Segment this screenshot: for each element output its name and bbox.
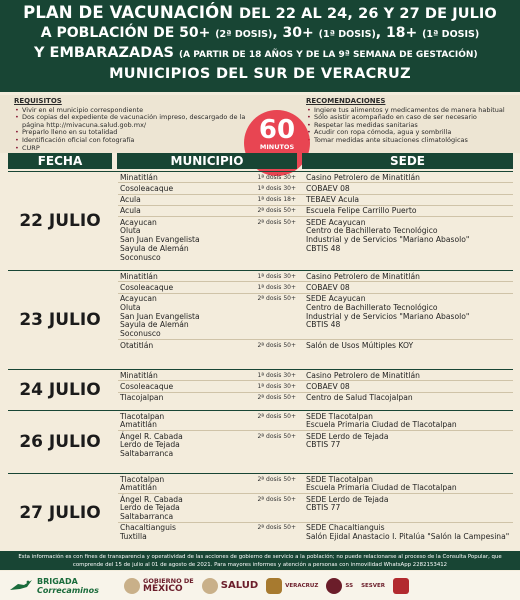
dose-cell: 1ª dosis 30+ xyxy=(257,371,296,379)
title-line-3 xyxy=(0,44,520,65)
sede-cell: SEDE Acayucan Centro de Bachillerato Tecnológico Industrial y de Servicios "Mariano Abasolo" CBTIS 48 xyxy=(306,217,470,254)
table-row xyxy=(118,431,513,459)
date-rows xyxy=(118,271,513,350)
dose-cell: 2ª dosis 50+ xyxy=(257,218,296,226)
table-row xyxy=(118,183,513,194)
municipio-cell: Minatitlán xyxy=(120,271,158,281)
dose-cell: 1ª dosis 30+ xyxy=(257,184,296,192)
sede-cell: SEDE Lerdo de Tejada CBTIS 77 xyxy=(306,431,389,450)
municipio-cell: Minatitlán xyxy=(120,172,158,182)
recommendations-title: RECOMENDACIONES xyxy=(306,97,386,105)
sede-cell: Casino Petrolero de Minatitlán xyxy=(306,370,420,380)
table-row xyxy=(118,195,513,206)
sede-cell: Salón de Usos Múltiples KOY xyxy=(306,340,414,350)
mexico-text: MÉXICO xyxy=(143,583,183,594)
table-row xyxy=(118,494,513,523)
date-block xyxy=(8,473,513,551)
municipio-cell: Tlacotalpan Amatitlán xyxy=(120,411,165,430)
municipio-cell: Cosoleacaque xyxy=(120,381,174,391)
table-row xyxy=(118,411,513,431)
date-rows xyxy=(118,370,513,403)
ss-text: SS xyxy=(345,582,354,589)
table-row xyxy=(118,523,513,542)
date-block xyxy=(8,270,513,369)
brigada-logo xyxy=(8,577,116,595)
date-block xyxy=(8,369,513,410)
municipio-cell: Chacaltianguis Tuxtilla xyxy=(120,523,176,542)
dose-cell: 2ª dosis 50+ xyxy=(257,524,296,532)
dose-cell: 2ª dosis 50+ xyxy=(257,432,296,440)
date-rows xyxy=(118,474,513,542)
salud-text: SALUD xyxy=(220,580,259,591)
date-label: 23 JULIO xyxy=(19,310,101,330)
sede-cell: Casino Petrolero de Minatitlán xyxy=(306,172,420,182)
requirements-list xyxy=(14,107,264,153)
sesver-logo xyxy=(361,583,385,589)
watermark-text: MINUTOS xyxy=(259,143,295,151)
veracruz-shield-logo xyxy=(266,578,318,594)
header-fecha: FECHA xyxy=(8,153,112,169)
date-label: 26 JULIO xyxy=(19,432,101,452)
dose-cell: 2ª dosis 50+ xyxy=(257,341,296,349)
date-label: 27 JULIO xyxy=(19,502,101,523)
veracruz-logo xyxy=(393,578,412,594)
population-18-dose: (1ª DOSIS) xyxy=(422,29,480,40)
header-sede: SEDE xyxy=(302,153,513,169)
municipio-cell: Acayucan Oluta San Juan Evangelista Sayula de Alemán Soconusco xyxy=(120,294,200,339)
municipio-cell: Minatitlán xyxy=(120,370,158,380)
salud-logo xyxy=(202,578,258,594)
municipio-cell: Cosoleacaque xyxy=(120,282,174,292)
eagle-icon xyxy=(124,578,140,594)
sede-cell: SEDE Lerdo de Tejada CBTIS 77 xyxy=(306,494,389,513)
ss-logo xyxy=(326,578,353,594)
list-item: • Respetar las medidas sanitarias xyxy=(306,122,516,130)
list-item: • Ingiere tus alimentos y medicamentos de manera habitual xyxy=(306,107,516,115)
list-item: • Dos copias del expediente de vacunación impreso, descargado de la página http://mivacuna.salud.gob.mx/ xyxy=(14,114,264,129)
recommendations-column xyxy=(306,98,516,145)
dose-cell: 2ª dosis 50+ xyxy=(257,412,296,420)
sede-cell: Casino Petrolero de Minatitlán xyxy=(306,271,420,281)
header-municipio: MUNICIPIO xyxy=(117,153,297,169)
population-30-dose: (1ª DOSIS) xyxy=(318,29,376,40)
brigada-text: BRIGADA xyxy=(37,576,78,586)
sede-cell: SEDE Tlacotalpan Escuela Primaria Ciudad de Tlacotalpan xyxy=(306,474,457,493)
pregnant-condition: (A PARTIR DE 18 AÑOS Y DE LA 9ª SEMANA DE GESTACIÓN) xyxy=(179,50,478,60)
municipio-cell: Tlacotalpan Amatitlán xyxy=(120,474,165,493)
roadrunner-icon xyxy=(8,578,34,594)
sede-cell: COBAEV 08 xyxy=(306,381,350,391)
sede-cell: COBAEV 08 xyxy=(306,183,350,193)
disclaimer-text: Esta información es con fines de transparencia y operatividad de las acciones de gobierno de servicio a la población; no puede relacionarse al proceso de la Consulta Popular, que comprende del 15 de julio al 01 de agosto de 2021. Para mayores informes y atención a personas con inmovilidad WhatsApp 2282153412 xyxy=(0,551,520,570)
title-main: PLAN DE VACUNACIÓN xyxy=(23,3,234,22)
pregnant-label: Y EMBARAZADAS xyxy=(34,45,174,61)
requirements-title: REQUISITOS xyxy=(14,97,62,105)
sede-cell: COBAEV 08 xyxy=(306,282,350,292)
logos-bar xyxy=(0,571,520,600)
header-banner xyxy=(0,0,520,92)
requirements-column xyxy=(14,98,264,152)
population-30: , 30+ xyxy=(272,25,314,41)
sede-cell: Escuela Felipe Carrillo Puerto xyxy=(306,206,417,216)
list-item: • Sólo asistir acompañado en caso de ser necesario xyxy=(306,114,516,122)
date-rows xyxy=(118,411,513,459)
dose-cell: 1ª dosis 18+ xyxy=(257,196,296,204)
veracruz-icon xyxy=(393,578,409,594)
municipio-cell: Acula xyxy=(120,195,141,205)
date-block xyxy=(8,410,513,473)
sede-cell: SEDE Tlacotalpan Escuela Primaria Ciudad de Tlacotalpan xyxy=(306,411,457,430)
title-dates: DEL 22 AL 24, 26 Y 27 DE JULIO xyxy=(239,6,497,22)
table-row xyxy=(118,282,513,293)
dose-cell: 1ª dosis 30+ xyxy=(257,382,296,390)
population-50-dose: (2ª DOSIS) xyxy=(215,29,273,40)
date-label: 24 JULIO xyxy=(19,380,101,400)
table-row xyxy=(118,393,513,403)
date-rows xyxy=(118,172,513,263)
sede-cell: SEDE Chacaltianguis Salón Ejidal Anastacio I. Pitalúa "Salón la Campesina" xyxy=(306,523,510,542)
veracruz-text: VERACRUZ xyxy=(285,582,319,589)
list-item: • Identificación oficial con fotografía xyxy=(14,137,264,145)
dose-cell: 1ª dosis 30+ xyxy=(257,173,296,181)
table-row xyxy=(118,340,513,350)
list-item: • CURP xyxy=(14,145,264,153)
municipio-cell: Otatitlán xyxy=(120,340,154,350)
gobierno-text: GOBIERNO DE xyxy=(143,576,194,585)
list-item: • Preparlo lleno en su totalidad xyxy=(14,129,264,137)
table-row xyxy=(118,474,513,494)
table-row xyxy=(118,294,513,340)
table-row xyxy=(118,381,513,392)
table-row xyxy=(118,206,513,217)
municipio-cell: Ángel R. Cabada Lerdo de Tejada Saltabarranca xyxy=(120,494,183,522)
population-18: , 18+ xyxy=(375,25,418,41)
dose-cell: 2ª dosis 50+ xyxy=(257,207,296,215)
municipalities-title: MUNICIPIOS DEL SUR DE VERACRUZ xyxy=(109,66,411,82)
table-row xyxy=(118,370,513,381)
dose-cell: 2ª dosis 50+ xyxy=(257,495,296,503)
table-row xyxy=(118,271,513,282)
title-line-2 xyxy=(0,24,520,44)
municipio-cell: Ángel R. Cabada Lerdo de Tejada Saltabarranca xyxy=(120,431,183,459)
recommendations-list xyxy=(306,107,516,145)
ss-icon xyxy=(326,578,342,594)
sede-cell: SEDE Acayucan Centro de Bachillerato Tecnológico Industrial y de Servicios "Mariano Abasolo" CBTIS 48 xyxy=(306,294,470,330)
gobierno-mexico-logo xyxy=(124,578,194,594)
correcaminos-text: Correcaminos xyxy=(37,585,99,595)
watermark-number: 60 xyxy=(258,115,296,145)
population-50: A POBLACIÓN DE 50+ xyxy=(40,25,211,41)
dose-cell: 2ª dosis 50+ xyxy=(257,295,296,303)
municipio-cell: Acayucan Oluta San Juan Evangelista Sayula de Alemán Soconusco xyxy=(120,217,200,262)
date-block xyxy=(8,171,513,270)
shield-icon xyxy=(266,578,282,594)
dose-cell: 2ª dosis 50+ xyxy=(257,394,296,402)
municipio-cell: Acula xyxy=(120,206,141,216)
table-row xyxy=(118,172,513,183)
municipio-cell: Tlacojalpan xyxy=(120,393,164,403)
list-item: • Tomar medidas ante situaciones climatológicas xyxy=(306,137,516,145)
dose-cell: 1ª dosis 30+ xyxy=(257,283,296,291)
date-label: 22 JULIO xyxy=(19,211,101,231)
municipio-cell: Cosoleacaque xyxy=(120,183,174,193)
list-item: • Vivir en el municipio correspondiente xyxy=(14,107,264,115)
sede-cell: Centro de Salud Tlacojalpan xyxy=(306,393,413,403)
sede-cell: TEBAEV Acula xyxy=(306,195,360,205)
list-item: • Acudir con ropa cómoda, agua y sombrilla xyxy=(306,129,516,137)
table-row xyxy=(118,217,513,262)
dose-cell: 2ª dosis 50+ xyxy=(257,475,296,483)
eagle-icon xyxy=(202,578,218,594)
dose-cell: 1ª dosis 30+ xyxy=(257,272,296,280)
sesver-text: SESVER xyxy=(361,582,385,589)
title-line-1 xyxy=(0,3,520,24)
